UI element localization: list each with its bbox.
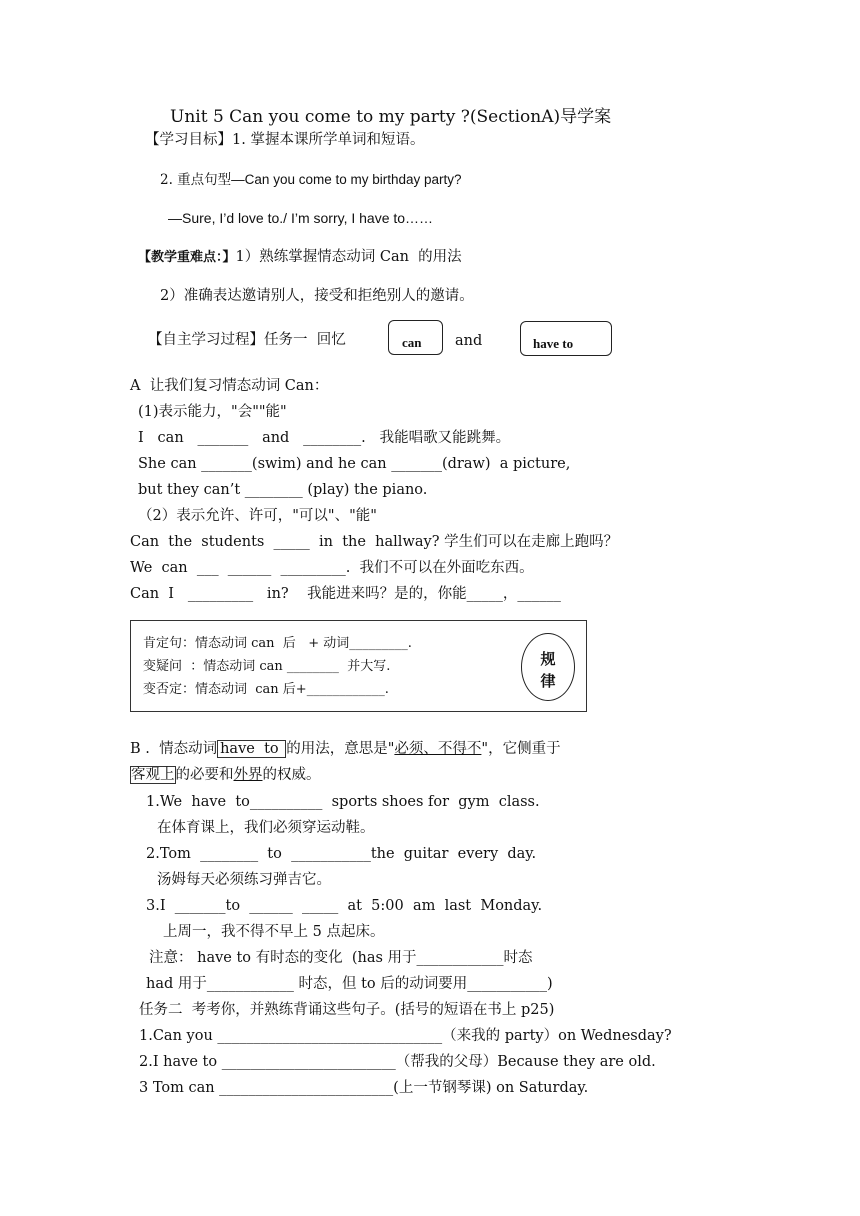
objectives-line1: 【学习目标】1. 掌握本课所学单词和短语。 (145, 132, 425, 148)
section-a-sub1: (1)表示能力，"会""能" (138, 404, 287, 420)
section-b-mid2: 的必要和 (175, 767, 234, 783)
have-to-box (520, 321, 612, 356)
objectives-line2-text: —Can you come to my birthday party? (231, 172, 462, 187)
rule-affirmative: 肯定句：情态动词 can 后 + 动词_________. (143, 636, 412, 651)
key-points-line1 (138, 248, 462, 267)
rules-oval-char2: 律 (540, 672, 556, 690)
section-b-example3-cn: 上周一，我不得不早上 5 点起床。 (163, 924, 385, 940)
section-b-mid: 的用法，意思是" (286, 741, 395, 757)
section-a-line5: We can ___ ______ _________. 我们不可以在外面吃东西。 (130, 560, 534, 576)
have-to-framed: have to (217, 740, 286, 758)
task2-q3: 3 Tom can ________________________(上一节钢琴课) on Saturday. (139, 1080, 589, 1096)
can-box-label: can (402, 335, 422, 350)
page-title: Unit 5 Can you come to my party ?(SectionA)导学案 (170, 107, 612, 127)
have-to-box-label: have to (533, 336, 574, 351)
section-b-note2: had 用于____________ 时态，但 to 后的动词要用___________) (146, 976, 553, 992)
section-a-line2: She can _______(swim) and he can _______(draw) a picture, (138, 456, 571, 472)
task1-label: 【自主学习过程】任务一 回忆 (148, 332, 346, 348)
objectives-line2 (160, 171, 462, 189)
rules-oval-char1: 规 (540, 650, 556, 668)
section-b-heading-2 (130, 766, 321, 784)
rule-question: 变疑问 ：情态动词 can ________ 并大写. (143, 659, 391, 674)
rules-box (130, 620, 587, 712)
rule-negative: 变否定：情态动词 can 后+____________. (143, 682, 389, 697)
section-b-example1-cn: 在体育课上，我们必须穿运动鞋。 (157, 820, 375, 836)
must-underlined: 必须、不得不 (394, 741, 482, 757)
section-a-sub2: （2）表示允许、许可，"可以"、"能" (138, 508, 377, 524)
section-a-line1: I can _______ and ________. 我能唱歌又能跳舞。 (138, 430, 511, 446)
rules-oval (521, 633, 575, 701)
objectives-line2-prefix: 2. 重点句型 (160, 172, 232, 188)
key-points-line2: 2）准确表达邀请别人，接受和拒绝别人的邀请。 (160, 288, 474, 304)
task2-heading: 任务二 考考你，并熟练背诵这些句子。(括号的短语在书上 p25) (139, 1002, 555, 1018)
section-b-note1: 注意： have to 有时态的变化 (has 用于____________时态 (149, 950, 533, 966)
objectives-line3: —Sure, I’d love to./ I’m sorry, I have to…… (168, 210, 434, 226)
task2-q2: 2.I have to ________________________（帮我的父母）Because they are old. (139, 1054, 656, 1070)
task1-and: and (455, 333, 483, 349)
section-b-example2-cn: 汤姆每天必须练习弹吉它。 (157, 872, 331, 888)
can-box (388, 320, 443, 355)
section-b-after: "，它侧重于 (481, 741, 561, 757)
section-a-heading: A 让我们复习情态动词 Can： (130, 378, 329, 394)
section-a-line6: Can I _________ in? 我能进来吗？是的，你能_____，______ (130, 586, 561, 602)
key-points-text1: 1）熟练掌握情态动词 Can 的用法 (235, 249, 462, 265)
section-b-example1: 1.We have to__________ sports shoes for gym class. (146, 794, 540, 810)
section-b-example2: 2.Tom ________ to ___________the guitar every day. (146, 846, 537, 862)
section-b-heading (130, 740, 561, 758)
section-a-line3: but they can’t ________ (play) the piano. (138, 482, 428, 498)
objective-framed: 客观上 (131, 767, 175, 783)
section-b-example3: 3.I _______to ______ _____ at 5:00 am last Monday. (146, 898, 543, 914)
section-b-prefix: B . 情态动词 (130, 741, 218, 757)
key-points-label: 【教学重难点：】 (138, 250, 236, 265)
task2-q1: 1.Can you _______________________________（来我的 party）on Wednesday? (139, 1028, 672, 1044)
section-b-end: 的权威。 (262, 767, 321, 783)
section-a-line4: Can the students _____ in the hallway? 学生们可以在走廊上跑吗？ (130, 534, 619, 550)
external-underlined: 外界 (233, 767, 263, 783)
